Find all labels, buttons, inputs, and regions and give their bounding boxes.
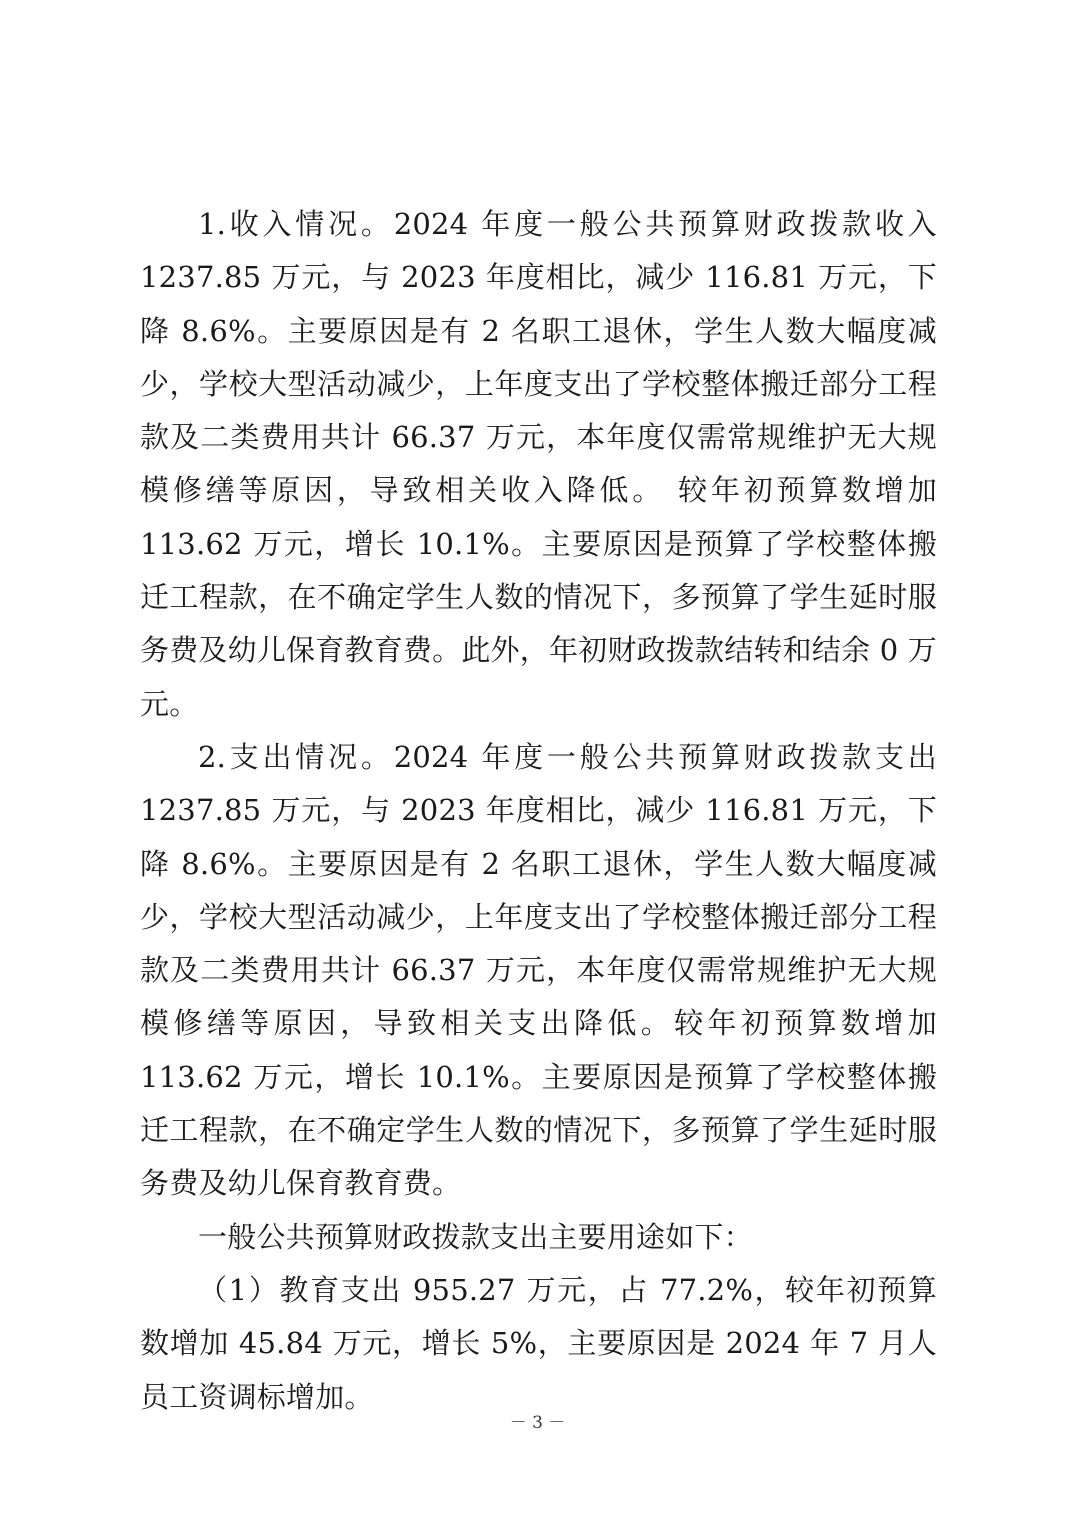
- paragraph-expenditure: 2.支出情况。2024 年度一般公共预算财政拨款支出 1237.85 万元，与 2023 年度相比，减少 116.81 万元，下降 8.6%。主要原因是有 2 名职工退休，学生人数大幅度减少，学校大型活动减少，上年度支出了学校整体搬迁部分工程款及二类费用共计 66.37 万元，本年度仅需常规维护无大规模修缮等原因，导致相关支出降低。较年初预算数增加 113.62 万元，增长 10.1%。主要原因是预算了学校整体搬迁工程款，在不确定学生人数的情况下，多预算了学生延时服务费及幼儿保育教育费。: [140, 739, 937, 1201]
- paragraph-education-expenditure: （1）教育支出 955.27 万元，占 77.2%，较年初预算数增加 45.84 万元，增长 5%，主要原因是 2024 年 7 月人员工资调标增加。: [140, 1272, 937, 1414]
- paragraph-income: 1.收入情况。2024 年度一般公共预算财政拨款收入 1237.85 万元，与 2023 年度相比，减少 116.81 万元，下降 8.6%。主要原因是有 2 名职工退休，学生人数大幅度减少，学校大型活动减少，上年度支出了学校整体搬迁部分工程款及二类费用共计 66.37 万元，本年度仅需常规维护无大规模修缮等原因，导致相关收入降低。 较年初预算数增加 113.62 万元，增长 10.1%。主要原因是预算了学校整体搬迁工程款，在不确定学生人数的情况下，多预算了学生延时服务费及幼儿保育教育费。此外，年初财政拨款结转和结余 0 万元。: [140, 207, 937, 721]
- paragraph-main-uses-heading: 一般公共预算财政拨款支出主要用途如下：: [198, 1219, 753, 1254]
- document-body: [140, 198, 937, 1424]
- page-number: － 3 －: [509, 1413, 566, 1433]
